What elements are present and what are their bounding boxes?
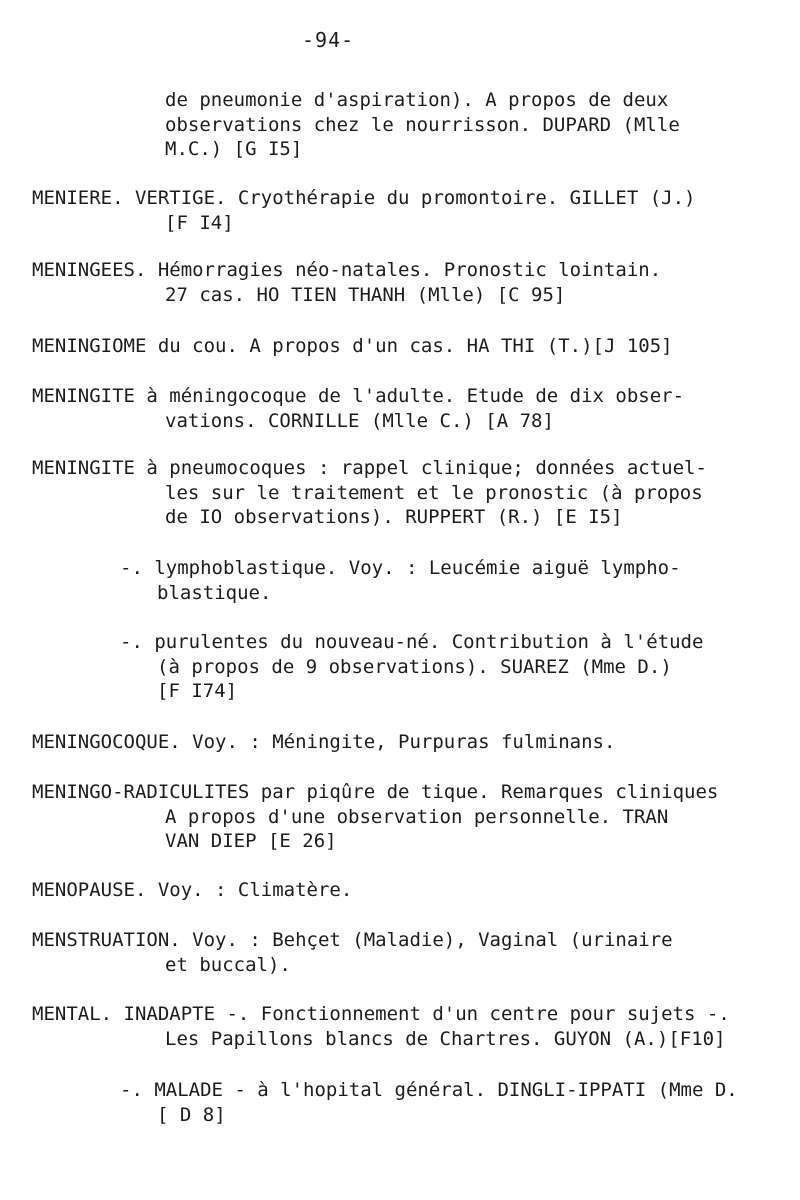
index-entry-meningees xyxy=(32,258,782,307)
entry-line: 27 cas. HO TIEN THANH (Mlle) [C 95] xyxy=(165,283,566,306)
index-subentry-purulentes xyxy=(120,630,790,704)
index-entry-menopause xyxy=(32,878,782,903)
entry-line: et buccal). xyxy=(165,953,291,976)
entry-line: -. purulentes du nouveau-né. Contribution à l'étude xyxy=(120,631,704,653)
index-entry-meniere xyxy=(32,186,782,235)
page-number: -94- xyxy=(302,28,355,52)
entry-line: M.C.) [G I5] xyxy=(165,138,303,160)
entry-line: VAN DIEP [E 26] xyxy=(165,830,337,852)
index-entry-mental-inadapte xyxy=(32,1002,782,1051)
entry-line: -. lymphoblastique. Voy. : Leucémie aiguë lympho- xyxy=(120,557,681,579)
entry-line: MENINGITE à pneumocoques : rappel clinique; données actuel- xyxy=(32,457,707,479)
index-entry-meningite-pneumocoques xyxy=(32,456,782,530)
index-entry-meningiome xyxy=(32,334,782,359)
index-entry-meningocoque xyxy=(32,730,782,755)
entry-line: vations. CORNILLE (Mlle C.) [A 78] xyxy=(165,409,554,432)
entry-line: blastique. xyxy=(157,581,272,604)
entry-line: MENIERE. VERTIGE. Cryothérapie du promontoire. GILLET (J.) xyxy=(32,187,696,209)
entry-line: MENSTRUATION. Voy. : Behçet (Maladie), Vaginal (urinaire xyxy=(32,929,673,951)
index-entry-meningite-meningocoque xyxy=(32,384,782,433)
entry-line: MENTAL. INADAPTE -. Fonctionnement d'un centre pour sujets -. xyxy=(32,1003,730,1025)
entry-line: de pneumonie d'aspiration). A propos de deux xyxy=(165,89,669,111)
entry-line: MENOPAUSE. Voy. : Climatère. xyxy=(32,879,353,901)
entry-line: A propos d'une observation personnelle. TRAN xyxy=(165,805,669,828)
index-entry-menstruation xyxy=(32,928,782,977)
entry-line: (à propos de 9 observations). SUAREZ (Mme D.) xyxy=(157,655,672,678)
entry-line: [ D 8] xyxy=(157,1103,226,1126)
entry-line: les sur le traitement et le pronostic (à propos xyxy=(165,481,703,504)
index-subentry-lymphoblastique xyxy=(120,556,790,605)
entry-line: MENINGOCOQUE. Voy. : Méningite, Purpuras fulminans. xyxy=(32,731,616,753)
entry-line: MENINGEES. Hémorragies néo-natales. Pronostic lointain. xyxy=(32,259,662,281)
entry-line: observations chez le nourrisson. DUPARD (Mlle xyxy=(165,113,680,136)
index-entry-continuation xyxy=(32,88,782,162)
index-entry-meningo-radiculites xyxy=(32,780,782,854)
entry-line: de IO observations). RUPPERT (R.) [E I5] xyxy=(165,506,623,528)
entry-line: Les Papillons blancs de Chartres. GUYON (A.)[F10] xyxy=(165,1027,726,1050)
index-subentry-malade xyxy=(120,1078,790,1127)
entry-line: [F I4] xyxy=(165,211,234,234)
entry-line: MENINGIOME du cou. A propos d'un cas. HA THI (T.)[J 105] xyxy=(32,335,673,357)
entry-line: MENINGO-RADICULITES par piqûre de tique. Remarques cliniques xyxy=(32,781,719,803)
entry-line: MENINGITE à méningocoque de l'adulte. Etude de dix obser- xyxy=(32,385,685,407)
entry-line: [F I74] xyxy=(157,680,238,702)
entry-line: -. MALADE - à l'hopital général. DINGLI-IPPATI (Mme D. xyxy=(120,1079,738,1101)
